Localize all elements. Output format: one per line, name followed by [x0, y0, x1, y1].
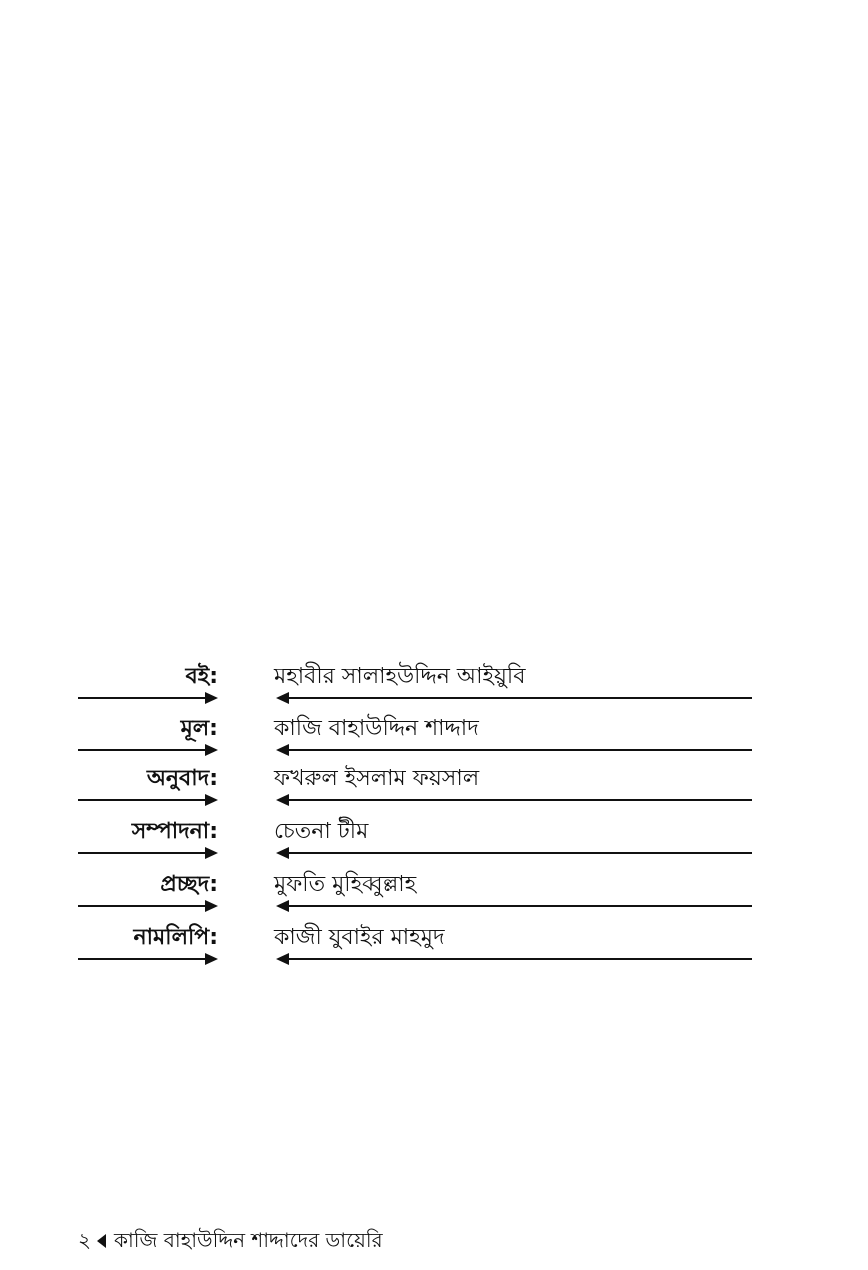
- credit-value: মুফতি মুহিব্বুল্লাহ: [274, 872, 417, 897]
- credit-row-cover: [0, 870, 868, 922]
- credit-row-original: [0, 714, 868, 766]
- arrow-right-icon: [78, 953, 218, 965]
- credit-label: অনুবাদ:: [146, 766, 218, 791]
- arrow-left-icon: [276, 847, 752, 859]
- credit-row-translation: [0, 764, 868, 816]
- credit-row-editing: [0, 817, 868, 869]
- arrow-left-icon: [276, 692, 752, 704]
- triangle-left-icon: [97, 1234, 106, 1248]
- credit-label: সম্পাদনা:: [131, 819, 218, 844]
- credit-row-book: [0, 662, 868, 714]
- credit-value: কাজি বাহাউদ্দিন শাদ্দাদ: [274, 716, 479, 741]
- credit-label: মূল:: [180, 716, 218, 741]
- arrow-left-icon: [276, 900, 752, 912]
- page-footer: [78, 1226, 383, 1254]
- credit-value: চেতনা টীম: [274, 819, 369, 844]
- arrow-right-icon: [78, 794, 218, 806]
- arrow-left-icon: [276, 744, 752, 756]
- arrow-left-icon: [276, 794, 752, 806]
- arrow-left-icon: [276, 953, 752, 965]
- running-title: কাজি বাহাউদ্দিন শাদ্দাদের ডায়েরি: [114, 1228, 383, 1252]
- credit-value: ফখরুল ইসলাম ফয়সাল: [274, 766, 480, 791]
- page-number: ২: [78, 1228, 92, 1252]
- arrow-right-icon: [78, 900, 218, 912]
- credit-label: নামলিপি:: [133, 925, 218, 950]
- arrow-right-icon: [78, 847, 218, 859]
- credit-row-calligraphy: [0, 923, 868, 975]
- arrow-right-icon: [78, 692, 218, 704]
- arrow-right-icon: [78, 744, 218, 756]
- credit-value: মহাবীর সালাহউদ্দিন আইয়ুবি: [274, 664, 526, 689]
- credit-label: প্রচ্ছদ:: [160, 872, 218, 897]
- credit-value: কাজী যুবাইর মাহমুদ: [274, 925, 445, 950]
- credit-label: বই:: [185, 664, 218, 689]
